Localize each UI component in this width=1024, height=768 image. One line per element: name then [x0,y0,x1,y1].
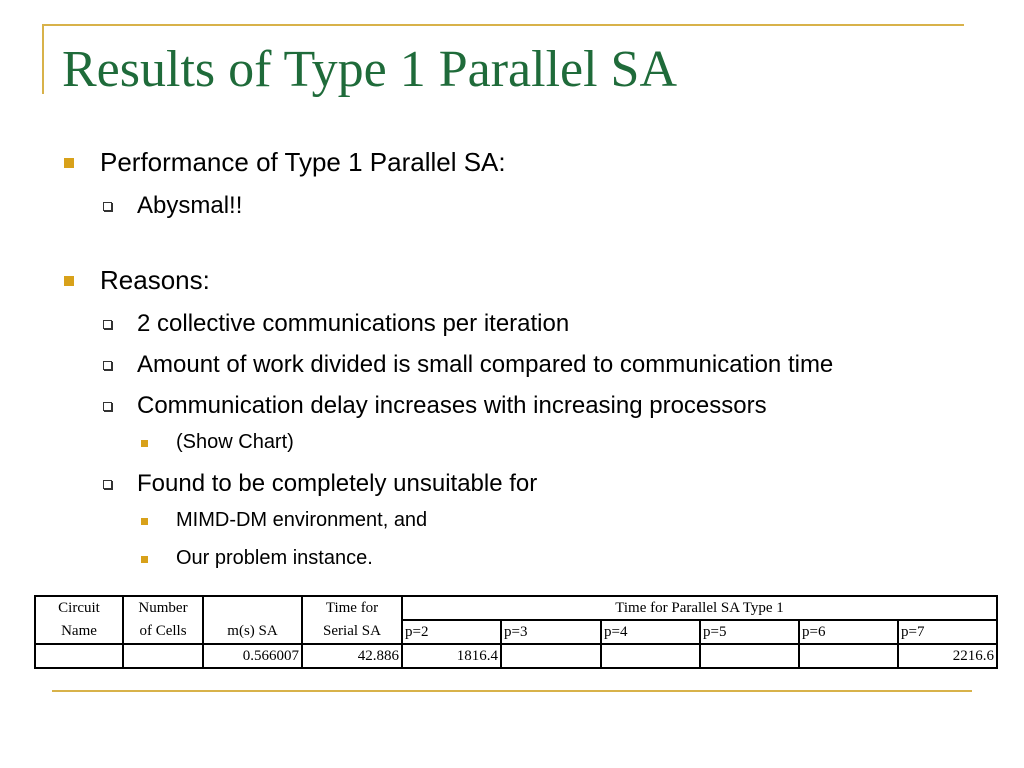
frame-bottom-line [52,690,972,692]
header-of-cells: of Cells [123,620,203,644]
header-p5: p=5 [700,620,799,644]
bullet-mimd: MIMD-DM environment, and [176,509,428,531]
header-parallel: Time for Parallel SA Type 1 [402,596,997,620]
table-header-row-2 [35,620,997,644]
hollow-square-bullet-icon [103,402,112,411]
results-table [34,595,998,669]
frame-left-line [42,24,44,94]
header-p6: p=6 [799,620,898,644]
cell-p7: 2216.6 [898,644,997,668]
cell-cells [123,644,203,668]
bullet-instance: Our problem instance. [176,547,373,569]
bullet-abysmal: Abysmal!! [137,192,243,219]
cell-msa: 0.566007 [203,644,302,668]
header-p3: p=3 [501,620,601,644]
cell-serial: 42.886 [302,644,402,668]
slide-title: Results of Type 1 Parallel SA [62,41,678,98]
bullet-amount: Amount of work divided is small compared to communication time [137,351,834,378]
hollow-square-bullet-icon [103,361,112,370]
bullet-found: Found to be completely unsuitable for [137,470,538,497]
header-p7: p=7 [898,620,997,644]
bullet-collective: 2 collective communications per iteration [137,310,570,337]
bullet-reasons: Reasons: [100,265,210,295]
header-serial: Time for [302,596,402,620]
cell-p6 [799,644,898,668]
bullet-show-chart[interactable]: (Show Chart) [176,431,294,453]
bullet-square-icon [64,158,74,168]
table-header-row-1 [35,596,997,620]
bullet-square-icon [141,440,148,447]
hollow-square-bullet-icon [103,202,112,211]
header-circuit-name: Name [35,620,123,644]
bullet-square-icon [141,518,148,525]
hollow-square-bullet-icon [103,480,112,489]
cell-p2: 1816.4 [402,644,501,668]
header-p2: p=2 [402,620,501,644]
header-msa: m(s) SA [203,620,302,644]
cell-circuit [35,644,123,668]
bullet-square-icon [141,556,148,563]
hollow-square-bullet-icon [103,320,112,329]
cell-p4 [601,644,700,668]
cell-p3 [501,644,601,668]
frame-top-line [42,24,964,26]
header-circuit: Circuit [35,596,123,620]
bullet-square-icon [64,276,74,286]
cell-p5 [700,644,799,668]
header-serial-sa: Serial SA [302,620,402,644]
header-cells: Number [123,596,203,620]
bullet-delay: Communication delay increases with increasing processors [137,392,767,419]
bullet-performance: Performance of Type 1 Parallel SA: [100,147,506,177]
table-row [35,644,997,668]
header-p4: p=4 [601,620,700,644]
header-msa-top [203,596,302,620]
